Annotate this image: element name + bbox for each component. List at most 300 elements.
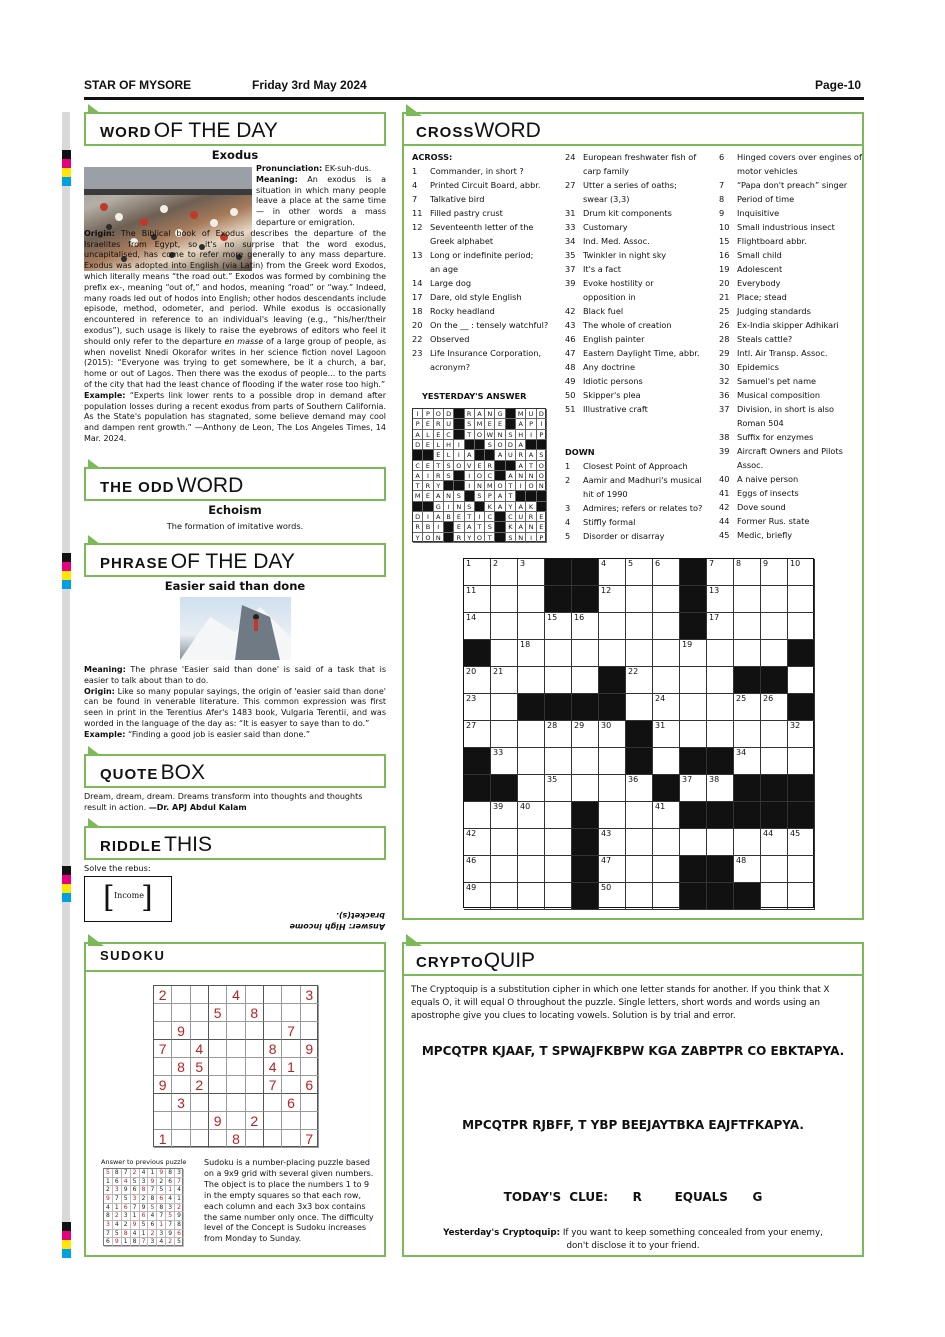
crossword-cell[interactable] — [626, 586, 653, 613]
sudoku-cell[interactable]: 2 — [246, 1112, 264, 1130]
crossword-cell[interactable]: 39 — [491, 802, 518, 829]
sudoku-cell[interactable] — [154, 1094, 172, 1112]
crossword-cell[interactable]: 3 — [518, 559, 545, 586]
crossword-cell[interactable] — [599, 802, 626, 829]
yesterday-black-cell — [475, 440, 485, 450]
crossword-cell[interactable] — [599, 613, 626, 640]
sudoku-cell[interactable] — [282, 1004, 300, 1022]
crossword-cell[interactable]: 19 — [680, 640, 707, 667]
crossword-cell[interactable] — [761, 748, 788, 775]
sudoku-cell[interactable] — [227, 1076, 245, 1094]
crossword-black-cell — [680, 613, 707, 640]
crossword-cell[interactable] — [518, 883, 545, 910]
crossword-cell[interactable]: 43 — [599, 829, 626, 856]
crossword-cell[interactable] — [626, 883, 653, 910]
crossword-cell[interactable]: 12 — [599, 586, 626, 613]
clue-text: Filled pastry crust — [430, 208, 503, 218]
sudoku-cell[interactable]: 4 — [191, 1040, 209, 1058]
crossword-cell[interactable] — [653, 829, 680, 856]
clue-text: Musical composition — [737, 390, 821, 400]
crossword-grid[interactable] — [463, 558, 814, 908]
clue-text: Twinkler in night sky — [583, 250, 667, 260]
sudoku-cell[interactable]: 6 — [282, 1094, 300, 1112]
crossword-cell[interactable] — [707, 640, 734, 667]
sudoku-answer-cell: 7 — [104, 1230, 113, 1239]
clue-text: Former Rus. state — [737, 516, 810, 526]
crossword-cell[interactable] — [464, 802, 491, 829]
clue-item — [719, 290, 869, 304]
crossword-cell[interactable] — [545, 667, 572, 694]
crossword-cell[interactable] — [572, 748, 599, 775]
banner-title-small: RIDDLE — [100, 838, 162, 855]
sudoku-cell[interactable] — [209, 1058, 227, 1076]
crossword-cell[interactable]: 37 — [680, 775, 707, 802]
crossword-cell[interactable]: 33 — [491, 748, 518, 775]
crossword-cell[interactable] — [707, 694, 734, 721]
sudoku-answer-cell: 9 — [175, 1212, 184, 1221]
crossword-cell[interactable] — [491, 883, 518, 910]
crossword-cell[interactable] — [518, 586, 545, 613]
sudoku-cell[interactable] — [154, 1022, 172, 1040]
crossword-cell[interactable]: 22 — [626, 667, 653, 694]
sudoku-cell[interactable]: 8 — [172, 1058, 190, 1076]
crossword-cell[interactable] — [734, 721, 761, 748]
sudoku-cell[interactable] — [227, 1040, 245, 1058]
yesterday-black-cell — [537, 491, 547, 501]
yesterday-crossword-grid — [412, 408, 546, 542]
crossword-cell[interactable] — [761, 721, 788, 748]
crossword-cell[interactable]: 1 — [464, 559, 491, 586]
crossword-cell[interactable]: 25 — [734, 694, 761, 721]
clue-item — [412, 262, 562, 276]
crossword-cell[interactable] — [707, 721, 734, 748]
crossword-black-cell — [734, 883, 761, 910]
clue-item — [719, 332, 869, 346]
yesterday-cell: N — [526, 522, 536, 532]
yesterday-cell: S — [485, 522, 495, 532]
sudoku-cell[interactable]: 1 — [282, 1058, 300, 1076]
crossword-cell[interactable]: 21 — [491, 667, 518, 694]
sudoku-cell[interactable] — [264, 1130, 282, 1148]
crossword-black-cell — [680, 883, 707, 910]
page-number: Page-10 — [815, 78, 862, 92]
sudoku-cell[interactable]: 5 — [209, 1004, 227, 1022]
crossword-cell[interactable]: 20 — [464, 667, 491, 694]
sudoku-cell[interactable] — [264, 1112, 282, 1130]
sudoku-answer-cell: 8 — [131, 1238, 140, 1247]
yesterday-cell: T — [465, 430, 475, 440]
sudoku-cell[interactable]: 3 — [172, 1094, 190, 1112]
clue-text: Medic, briefly — [737, 530, 793, 540]
sudoku-cell[interactable] — [172, 1040, 190, 1058]
yesterday-cell: C — [506, 512, 516, 522]
yesterday-cell: M — [413, 491, 423, 501]
sudoku-cell[interactable] — [154, 1058, 172, 1076]
banner-title-large: BOX — [160, 761, 205, 784]
banner-title-small: QUOTE — [100, 766, 159, 783]
yesterday-black-cell — [506, 419, 516, 429]
sudoku-cell[interactable] — [191, 1094, 209, 1112]
clue-number: 9 — [719, 208, 725, 218]
crossword-cell[interactable] — [518, 721, 545, 748]
crossword-cell[interactable]: 14 — [464, 613, 491, 640]
crossword-cell[interactable] — [761, 586, 788, 613]
sudoku-cell[interactable] — [282, 986, 300, 1004]
crossword-cell[interactable] — [734, 829, 761, 856]
yesterday-cell: A — [516, 440, 526, 450]
clue-text: acronym? — [430, 362, 471, 372]
crossword-cell[interactable]: 31 — [653, 721, 680, 748]
clue-number: 51 — [565, 404, 576, 414]
bracket-right: ] — [141, 880, 153, 915]
sudoku-cell[interactable] — [282, 1130, 300, 1148]
crossword-cell[interactable]: 26 — [761, 694, 788, 721]
banner-title-large: THIS — [164, 833, 212, 856]
sudoku-cell[interactable] — [246, 1094, 264, 1112]
sudoku-cell[interactable] — [191, 1022, 209, 1040]
sudoku-grid[interactable] — [153, 985, 318, 1147]
yesterday-cell: E — [537, 522, 547, 532]
crossword-cell[interactable] — [707, 667, 734, 694]
sudoku-cell[interactable] — [264, 986, 282, 1004]
sudoku-cell[interactable] — [172, 1112, 190, 1130]
yesterday-cell: E — [454, 512, 464, 522]
crossword-cell[interactable]: 38 — [707, 775, 734, 802]
crossword-cell[interactable] — [680, 829, 707, 856]
sudoku-cell[interactable] — [264, 1004, 282, 1022]
crossword-cell[interactable] — [626, 694, 653, 721]
sudoku-cell[interactable] — [154, 1004, 172, 1022]
clue-text: Aamir and Madhuri's musical — [583, 475, 702, 485]
sudoku-cell[interactable] — [301, 1022, 319, 1040]
crossword-cell[interactable]: 7 — [707, 559, 734, 586]
sudoku-cell[interactable]: 8 — [227, 1130, 245, 1148]
crossword-cell[interactable] — [761, 640, 788, 667]
yesterday-cell: S — [465, 502, 475, 512]
crossword-cell[interactable] — [491, 721, 518, 748]
sudoku-cell[interactable] — [246, 986, 264, 1004]
sudoku-cell[interactable] — [301, 1004, 319, 1022]
crossword-cell[interactable]: 10 — [788, 559, 815, 586]
crossword-cell[interactable] — [707, 829, 734, 856]
clue-item — [565, 234, 715, 248]
yesterday-cell: E — [495, 419, 505, 429]
clue-number: 12 — [412, 222, 423, 232]
down-clues-col3 — [719, 150, 869, 542]
clue-item — [719, 458, 869, 472]
sudoku-cell[interactable] — [227, 1094, 245, 1112]
sudoku-cell[interactable]: 7 — [301, 1130, 319, 1148]
crossword-cell[interactable]: 40 — [518, 802, 545, 829]
crossword-cell[interactable]: 47 — [599, 856, 626, 883]
crossword-cell[interactable] — [653, 613, 680, 640]
sudoku-cell[interactable]: 9 — [172, 1022, 190, 1040]
crossword-cell[interactable]: 46 — [464, 856, 491, 883]
yesterday-cell: T — [506, 481, 516, 491]
crossword-cell[interactable] — [518, 775, 545, 802]
sudoku-cell[interactable] — [246, 1058, 264, 1076]
crossword-cell[interactable]: 2 — [491, 559, 518, 586]
reg-mark — [62, 150, 71, 186]
crossword-cell[interactable]: 44 — [761, 829, 788, 856]
crossword-cell[interactable] — [545, 856, 572, 883]
crossword-cell[interactable] — [518, 748, 545, 775]
crossword-cell[interactable] — [734, 640, 761, 667]
sudoku-cell[interactable] — [246, 1076, 264, 1094]
crossword-cell[interactable] — [518, 613, 545, 640]
yesterday-cell: U — [526, 409, 536, 419]
yesterday-cell: E — [423, 461, 433, 471]
yesterday-cell: I — [526, 533, 536, 543]
crossword-cell[interactable] — [491, 856, 518, 883]
sudoku-answer-cell: 3 — [148, 1238, 157, 1247]
sudoku-cell[interactable] — [172, 1130, 190, 1148]
reg-mark — [62, 553, 71, 589]
sudoku-cell[interactable] — [209, 1040, 227, 1058]
crossword-cell[interactable] — [572, 640, 599, 667]
yesterday-cell: S — [454, 491, 464, 501]
crossword-cell[interactable]: 18 — [518, 640, 545, 667]
yesterday-cell: T — [485, 533, 495, 543]
crossword-cell[interactable]: 15 — [545, 613, 572, 640]
clue-text: Small child — [737, 250, 782, 260]
sudoku-cell[interactable] — [209, 1022, 227, 1040]
clue-text: Idiotic persons — [583, 376, 643, 386]
sudoku-answer-cell: 8 — [175, 1221, 184, 1230]
crossword-cell[interactable] — [518, 856, 545, 883]
clue-item — [565, 262, 715, 276]
yesterday-cell: N — [537, 481, 547, 491]
crossword-cell[interactable] — [572, 667, 599, 694]
crossword-cell[interactable]: 24 — [653, 694, 680, 721]
sudoku-cell[interactable] — [172, 986, 190, 1004]
crossword-cell[interactable]: 42 — [464, 829, 491, 856]
sudoku-cell[interactable] — [227, 1022, 245, 1040]
clue-text: Commander, in short ? — [430, 166, 524, 176]
crossword-cell[interactable]: 8 — [734, 559, 761, 586]
crossword-cell[interactable] — [518, 667, 545, 694]
sudoku-cell[interactable] — [191, 1112, 209, 1130]
crossword-cell[interactable] — [491, 586, 518, 613]
crossword-black-cell — [464, 748, 491, 775]
sudoku-cell[interactable]: 5 — [191, 1058, 209, 1076]
yesterday-cell: U — [516, 512, 526, 522]
sudoku-answer-cell: 8 — [140, 1186, 149, 1195]
sudoku-cell[interactable]: 8 — [264, 1040, 282, 1058]
clue-text: Greek alphabet — [430, 236, 494, 246]
yesterday-cell: I — [537, 419, 547, 429]
clue-item — [565, 346, 715, 360]
crossword-cell[interactable]: 49 — [464, 883, 491, 910]
sudoku-cell[interactable] — [191, 1004, 209, 1022]
crossword-cell[interactable]: 5 — [626, 559, 653, 586]
sudoku-cell[interactable] — [282, 1076, 300, 1094]
crossword-cell[interactable] — [572, 775, 599, 802]
clue-item — [565, 178, 715, 192]
crossword-cell[interactable] — [788, 883, 815, 910]
crossword-cell[interactable]: 45 — [788, 829, 815, 856]
crossword-cell[interactable] — [653, 883, 680, 910]
crossword-cell[interactable] — [491, 640, 518, 667]
crossword-cell[interactable]: 16 — [572, 613, 599, 640]
crossword-cell[interactable] — [761, 856, 788, 883]
sudoku-answer-cell: 5 — [157, 1186, 166, 1195]
crossword-cell[interactable]: 35 — [545, 775, 572, 802]
clue-item — [719, 234, 869, 248]
crossword-cell[interactable] — [626, 613, 653, 640]
sudoku-cell[interactable] — [246, 1040, 264, 1058]
sudoku-answer-cell: 1 — [122, 1238, 131, 1247]
sudoku-cell[interactable] — [282, 1040, 300, 1058]
clue-item — [719, 206, 869, 220]
crossword-cell[interactable]: 23 — [464, 694, 491, 721]
sudoku-cell[interactable] — [191, 986, 209, 1004]
sudoku-cell[interactable] — [209, 1130, 227, 1148]
crossword-cell[interactable] — [680, 694, 707, 721]
crossword-cell[interactable] — [518, 829, 545, 856]
clue-item — [719, 276, 869, 290]
crossword-cell[interactable] — [545, 640, 572, 667]
crossword-cell[interactable] — [491, 829, 518, 856]
yesterday-cell: K — [506, 522, 516, 532]
sudoku-cell[interactable]: 3 — [301, 986, 319, 1004]
sudoku-cell[interactable] — [154, 1112, 172, 1130]
sudoku-cell[interactable] — [264, 1094, 282, 1112]
sudoku-cell[interactable] — [209, 1076, 227, 1094]
crossword-cell[interactable]: 4 — [599, 559, 626, 586]
sudoku-cell[interactable]: 2 — [191, 1076, 209, 1094]
sudoku-cell[interactable] — [301, 1058, 319, 1076]
clue-item — [412, 164, 562, 178]
crossword-cell[interactable] — [653, 667, 680, 694]
sudoku-cell[interactable] — [172, 1076, 190, 1094]
yesterday-cell: T — [506, 491, 516, 501]
yesterday-cell: I — [454, 450, 464, 460]
crossword-cell[interactable] — [680, 667, 707, 694]
crossword-cell[interactable] — [626, 856, 653, 883]
sudoku-cell[interactable]: 6 — [301, 1076, 319, 1094]
sudoku-cell[interactable]: 7 — [154, 1040, 172, 1058]
crossword-cell[interactable]: 13 — [707, 586, 734, 613]
crossword-cell[interactable]: 32 — [788, 721, 815, 748]
sudoku-cell[interactable]: 7 — [282, 1022, 300, 1040]
crossword-cell[interactable]: 17 — [707, 613, 734, 640]
crossword-cell[interactable]: 41 — [653, 802, 680, 829]
crossword-cell[interactable]: 29 — [572, 721, 599, 748]
crossword-cell[interactable]: 28 — [545, 721, 572, 748]
sudoku-cell[interactable]: 9 — [154, 1076, 172, 1094]
crossword-cell[interactable]: 34 — [734, 748, 761, 775]
sudoku-cell[interactable] — [264, 1022, 282, 1040]
crossword-cell[interactable] — [653, 748, 680, 775]
sudoku-cell[interactable]: 8 — [246, 1004, 264, 1022]
crossword-cell[interactable] — [491, 694, 518, 721]
banner-title-small: THE ODD — [100, 479, 175, 496]
sudoku-cell[interactable] — [227, 1004, 245, 1022]
crossword-cell[interactable] — [788, 586, 815, 613]
clue-text: Disorder or disarray — [583, 531, 665, 541]
crossword-cell[interactable]: 48 — [734, 856, 761, 883]
yesterday-cell: T — [413, 481, 423, 491]
sudoku-cell[interactable] — [227, 1112, 245, 1130]
crossword-cell[interactable] — [545, 748, 572, 775]
sudoku-answer-cell: 1 — [157, 1221, 166, 1230]
crossword-cell[interactable] — [734, 586, 761, 613]
sudoku-cell[interactable]: 7 — [264, 1076, 282, 1094]
crossword-cell[interactable] — [599, 640, 626, 667]
clue-text: Aircraft Owners and Pilots — [737, 446, 843, 456]
sudoku-cell[interactable]: 2 — [154, 986, 172, 1004]
crossword-cell[interactable] — [653, 640, 680, 667]
sudoku-answer-cell: 4 — [104, 1204, 113, 1213]
clue-item — [719, 402, 869, 416]
crossword-black-cell — [572, 586, 599, 613]
crossword-cell[interactable] — [761, 613, 788, 640]
crossword-cell[interactable] — [734, 613, 761, 640]
sudoku-cell[interactable]: 4 — [227, 986, 245, 1004]
clue-item — [565, 402, 715, 416]
crossword-cell[interactable] — [545, 802, 572, 829]
crossword-cell[interactable]: 6 — [653, 559, 680, 586]
crossword-cell[interactable] — [599, 748, 626, 775]
sudoku-cell[interactable] — [227, 1058, 245, 1076]
sudoku-answer-cell: 1 — [131, 1212, 140, 1221]
crossword-cell[interactable] — [626, 802, 653, 829]
crossword-cell[interactable] — [626, 640, 653, 667]
crossword-cell[interactable]: 50 — [599, 883, 626, 910]
crossword-cell[interactable]: 27 — [464, 721, 491, 748]
crossword-cell[interactable]: 11 — [464, 586, 491, 613]
sudoku-cell[interactable]: 9 — [209, 1112, 227, 1130]
crossword-cell[interactable]: 9 — [761, 559, 788, 586]
crossword-cell[interactable] — [788, 748, 815, 775]
crossword-cell[interactable] — [599, 775, 626, 802]
sudoku-cell[interactable]: 4 — [264, 1058, 282, 1076]
clue-item — [719, 472, 869, 486]
crossword-cell[interactable] — [788, 667, 815, 694]
banner-title-small: CROSS — [416, 124, 475, 141]
sudoku-cell[interactable]: 1 — [154, 1130, 172, 1148]
sudoku-cell[interactable] — [246, 1022, 264, 1040]
crossword-cell[interactable] — [788, 613, 815, 640]
sudoku-cell[interactable]: 9 — [301, 1040, 319, 1058]
crossword-cell[interactable] — [491, 613, 518, 640]
crossword-cell[interactable] — [545, 883, 572, 910]
sudoku-cell[interactable] — [246, 1130, 264, 1148]
example-text: Example: “Experts link lower rents to a possible drop in demand after population losses during a recent exodus from parts of Southern California. As the State's population has stagnated, some believe demand may cool and dampen rent growth.” —Anthony de Leon, The Los Angeles Times, 14 Mar. 2024. — [84, 390, 386, 443]
sudoku-answer-cell: 5 — [131, 1178, 140, 1187]
sudoku-cell[interactable] — [301, 1112, 319, 1130]
crossword-cell[interactable]: 36 — [626, 775, 653, 802]
clue-item — [412, 192, 562, 206]
sudoku-cell[interactable] — [191, 1130, 209, 1148]
clue-item — [565, 388, 715, 402]
crossword-cell[interactable] — [788, 856, 815, 883]
crossword-cell[interactable] — [626, 829, 653, 856]
crossword-cell[interactable] — [761, 883, 788, 910]
sudoku-cell[interactable] — [209, 986, 227, 1004]
sudoku-cell[interactable] — [209, 1094, 227, 1112]
crossword-cell[interactable]: 30 — [599, 721, 626, 748]
crossword-cell[interactable] — [653, 856, 680, 883]
sudoku-cell[interactable] — [172, 1004, 190, 1022]
crossword-cell[interactable] — [653, 586, 680, 613]
sudoku-cell[interactable] — [282, 1112, 300, 1130]
sudoku-cell[interactable] — [301, 1094, 319, 1112]
crossword-cell[interactable] — [545, 829, 572, 856]
sudoku-answer-cell: 4 — [122, 1178, 131, 1187]
crossword-cell[interactable] — [680, 721, 707, 748]
